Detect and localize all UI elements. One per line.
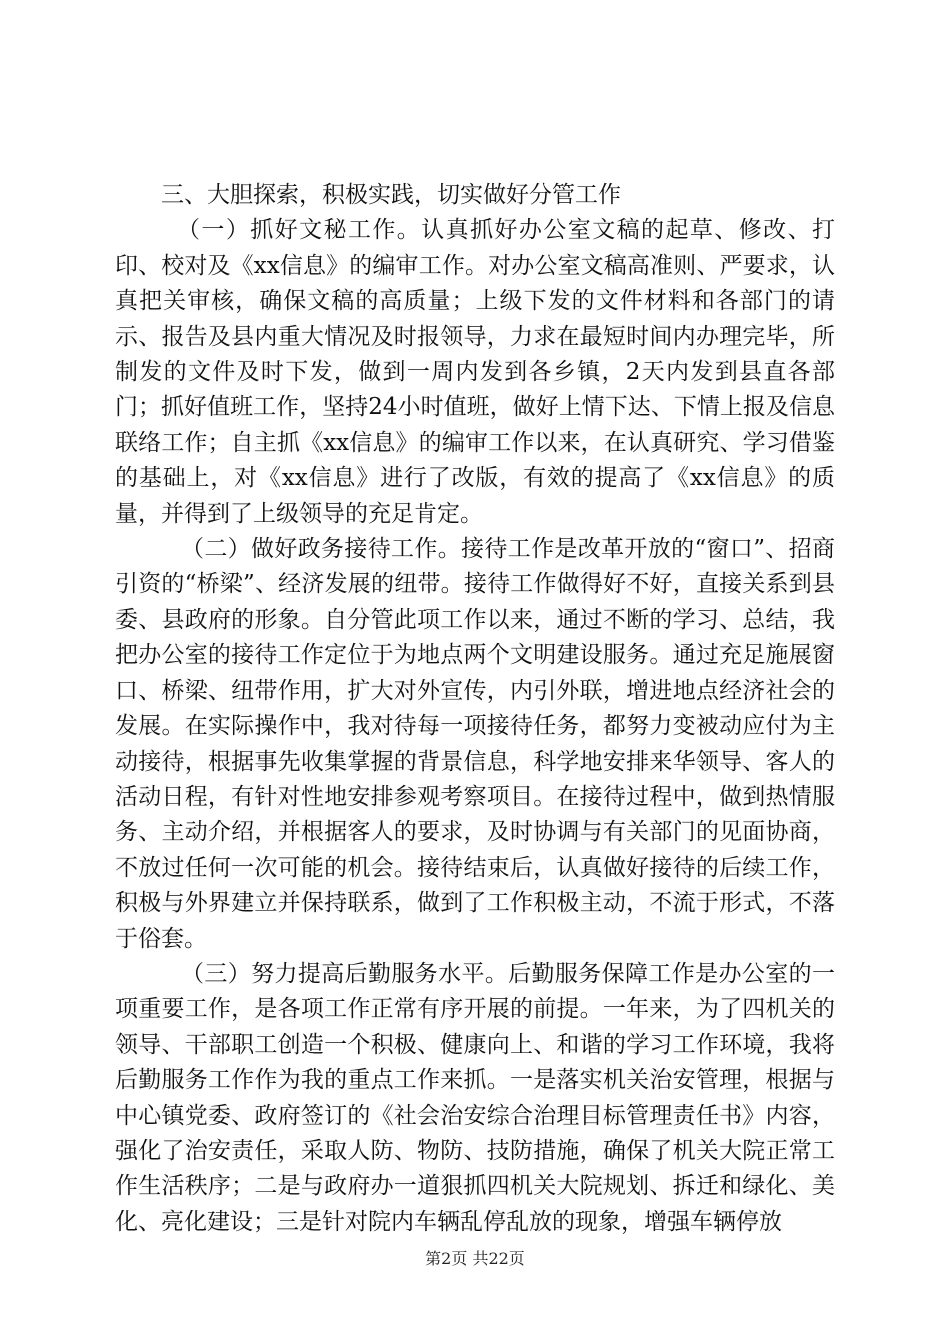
paragraph-logistics-service: （三）努力提高后勤服务水平。后勤服务保障工作是办公室的一项重要工作，是各项工作正常有序开展的前提。一年来，为了四机关的领导、干部职工创造一个积极、健康向上、和谐的学习工作环境，我将后勤服务工作作为我的重点工作来抓。一是落实机关治安管理，根据与中心镇党委、政府签订的《社会治安综合治理目标管理责任书》内容，强化了治安责任，采取人防、物防、技防措施，确保了机关大院正常工作生活秩序；二是与政府办一道狠抓四机关大院规划、拆迁和绿化、美化、亮化建设；三是针对院内车辆乱停乱放的现象，增强车辆停放 [115, 960, 835, 1235]
document-body [115, 178, 835, 1240]
section-heading: 三、大胆探索，积极实践，切实做好分管工作 [161, 182, 621, 208]
paragraph-secretarial-work: （一）抓好文秘工作。认真抓好办公室文稿的起草、修改、打印、校对及《xx信息》的编审工作。对办公室文稿高准则、严要求，认真把关审核，确保文稿的高质量；上级下发的文件材料和各部门的请示、报告及县内重大情况及时报领导，力求在最短时间内办理完毕，所制发的文件及时下发，做到一周内发到各乡镇，2天内发到县直各部门；抓好值班工作，坚持24小时值班，做好上情下达、下情上报及信息联络工作；自主抓《xx信息》的编审工作以来，在认真研究、学习借鉴的基础上，对《xx信息》进行了改版，有效的提高了《xx信息》的质量，并得到了上级领导的充足肯定。 [115, 217, 835, 527]
paragraph-reception-work: （二）做好政务接待工作。接待工作是改革开放的“窗口”、招商引资的“桥梁”、经济发展的纽带。接待工作做得好不好，直接关系到县委、县政府的形象。自分管此项工作以来，通过不断的学习、总结，我把办公室的接待工作定位于为地点两个文明建设服务。通过充足施展窗口、桥梁、纽带作用，扩大对外宣传，内引外联，增进地点经济社会的发展。在实际操作中，我对待每一项接待任务，都努力变被动应付为主动接待，根据事先收集掌握的背景信息，科学地安排来华领导、客人的活动日程，有针对性地安排参观考察项目。在接待过程中，做到热情服务、主动介绍，并根据客人的要求，及时协调与有关部门的见面协商，不放过任何一次可能的机会。接待结束后，认真做好接待的后续工作，积极与外界建立并保持联系，做到了工作积极主动，不流于形式，不落于俗套。 [115, 536, 835, 952]
page-number-footer: 第2页 共22页 [425, 1249, 525, 1268]
